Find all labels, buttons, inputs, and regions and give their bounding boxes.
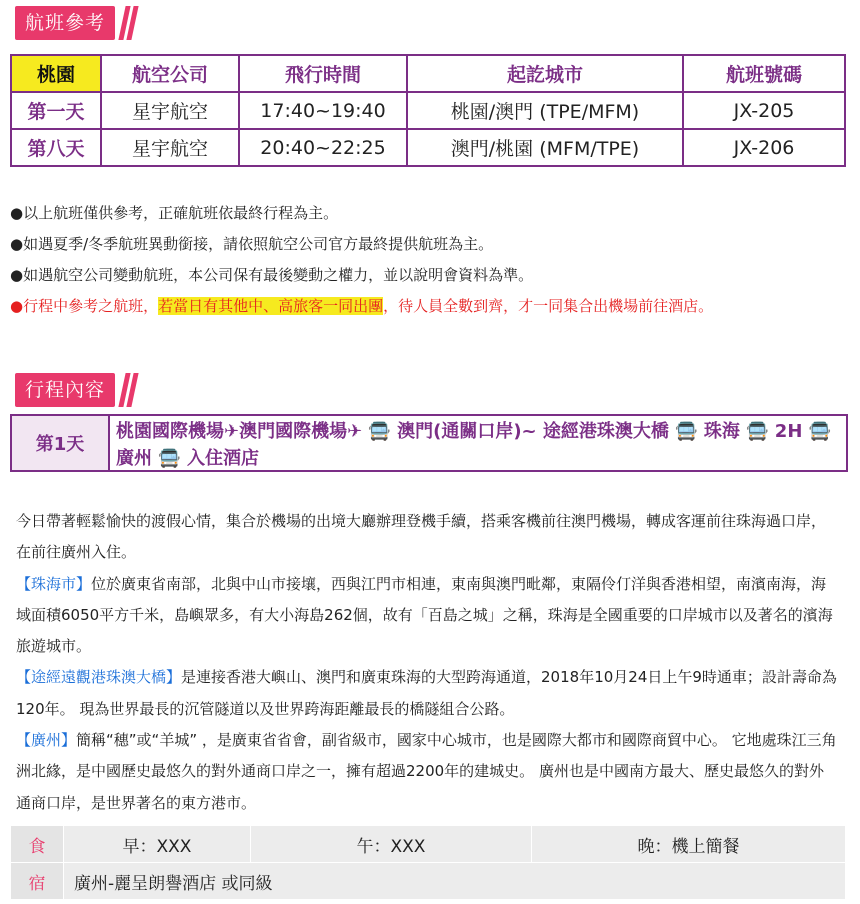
table-row (11, 92, 845, 129)
row-time: 17:40~19:40 (239, 92, 407, 129)
row-day: 第八天 (11, 129, 101, 166)
day-1-header (10, 414, 848, 472)
day-description (16, 506, 838, 819)
row-route: 澳門/桃園 (MFM/TPE) (407, 129, 683, 166)
title-bars-decoration (119, 373, 135, 407)
header-time: 飛行時間 (239, 55, 407, 92)
row-airline: 星宇航空 (101, 129, 239, 166)
guangzhou-text: 簡稱“穗”或“羊城” ，是廣東省省會，副省級市，國家中心城市，也是國際大都市和國際商貿中心。 它地處珠江三角洲北緣，是中國歷史最悠久的對外通商口岸之一，擁有超過2200年的建城史。 廣州也是中國南方最大、歷史最悠久的對外通商口岸，是世界著名的東方港市。 (16, 731, 837, 812)
guangzhou-paragraph (16, 725, 838, 819)
table-row (11, 129, 845, 166)
row-route: 桃園/澳門 (TPE/MFM) (407, 92, 683, 129)
note-4-highlight: 若當日有其他中、高旅客一同出團 (158, 297, 384, 315)
meals-row (11, 826, 846, 863)
lunch: 午：XXX (251, 826, 532, 863)
header-airline: 航空公司 (101, 55, 239, 92)
intro-paragraph: 今日帶著輕鬆愉快的渡假心情，集合於機場的出境大廳辦理登機手續，搭乘客機前往澳門機場，轉成客運前往珠海過口岸，在前往廣州入住。 (16, 512, 827, 562)
header-origin: 桃園 (11, 55, 101, 92)
flight-table-header (11, 55, 845, 92)
day-label: 第1天 (12, 416, 110, 470)
itinerary-section-title (15, 373, 135, 407)
header-flight-no: 航班號碼 (683, 55, 845, 92)
flights-title-label: 航班參考 (15, 6, 115, 40)
zhuhai-paragraph (16, 569, 838, 663)
note-2: ●如遇夏季/冬季航班異動銜接，請依照航空公司官方最終提供航班為主。 (10, 235, 494, 253)
note-3: ●如遇航空公司變動航班，本公司保有最後變動之權力，並以說明會資料為準。 (10, 266, 534, 284)
meals-hotel-table (10, 825, 846, 900)
bridge-text: 是連接香港大嶼山、澳門和廣東珠海的大型跨海通道，2018年10月24日上午9時通車；設計壽命為120年。 現為世界最長的沉管隧道以及世界跨海距離最長的橋隧組合公路。 (16, 668, 837, 718)
hotel-key: 宿 (11, 863, 64, 900)
flights-section-title (15, 6, 135, 40)
note-4-end: ，待人員全數到齊，才一同集合出機場前往酒店。 (383, 297, 714, 315)
row-time: 20:40~22:25 (239, 129, 407, 166)
title-bars-decoration (119, 6, 135, 40)
bridge-tag: 【途經遠觀港珠澳大橋】 (16, 668, 182, 687)
zhuhai-tag: 【珠海市】 (16, 574, 92, 593)
meal-key: 食 (11, 826, 64, 863)
zhuhai-text: 位於廣東省南部，北與中山市接壤，西與江門市相連，東南與澳門毗鄰，東隔伶仃洋與香港相望，南濱南海，海域面積6050平方千米，島嶼眾多，有大小海島262個，故有「百島之城」之稱，珠海是全國重要的口岸城市以及著名的濱海旅遊城市。 (16, 574, 833, 656)
row-airline: 星宇航空 (101, 92, 239, 129)
note-4-start: ●行程中參考之航班， (10, 297, 159, 315)
hotel-row (11, 863, 846, 900)
guangzhou-tag: 【廣州】 (16, 731, 77, 750)
note-4 (10, 291, 840, 322)
itinerary-title-label: 行程內容 (15, 373, 115, 407)
hotel-name: 廣州-麗呈朗譽酒店 或同級 (64, 863, 846, 900)
breakfast: 早：XXX (64, 826, 251, 863)
row-day: 第一天 (11, 92, 101, 129)
dinner: 晚：機上簡餐 (532, 826, 846, 863)
row-flight-no: JX-205 (683, 92, 845, 129)
header-cities: 起訖城市 (407, 55, 683, 92)
flight-notes (10, 198, 840, 322)
bridge-paragraph (16, 662, 838, 725)
flight-table (10, 54, 846, 167)
note-1: ●以上航班僅供參考，正確航班依最終行程為主。 (10, 204, 339, 222)
day-route: 桃園國際機場✈澳門國際機場✈ 🚍 澳門(通關口岸)~ 途經港珠澳大橋 🚍 珠海 🚍 2H 🚍 廣州 🚍 入住酒店 (116, 421, 832, 469)
row-flight-no: JX-206 (683, 129, 845, 166)
